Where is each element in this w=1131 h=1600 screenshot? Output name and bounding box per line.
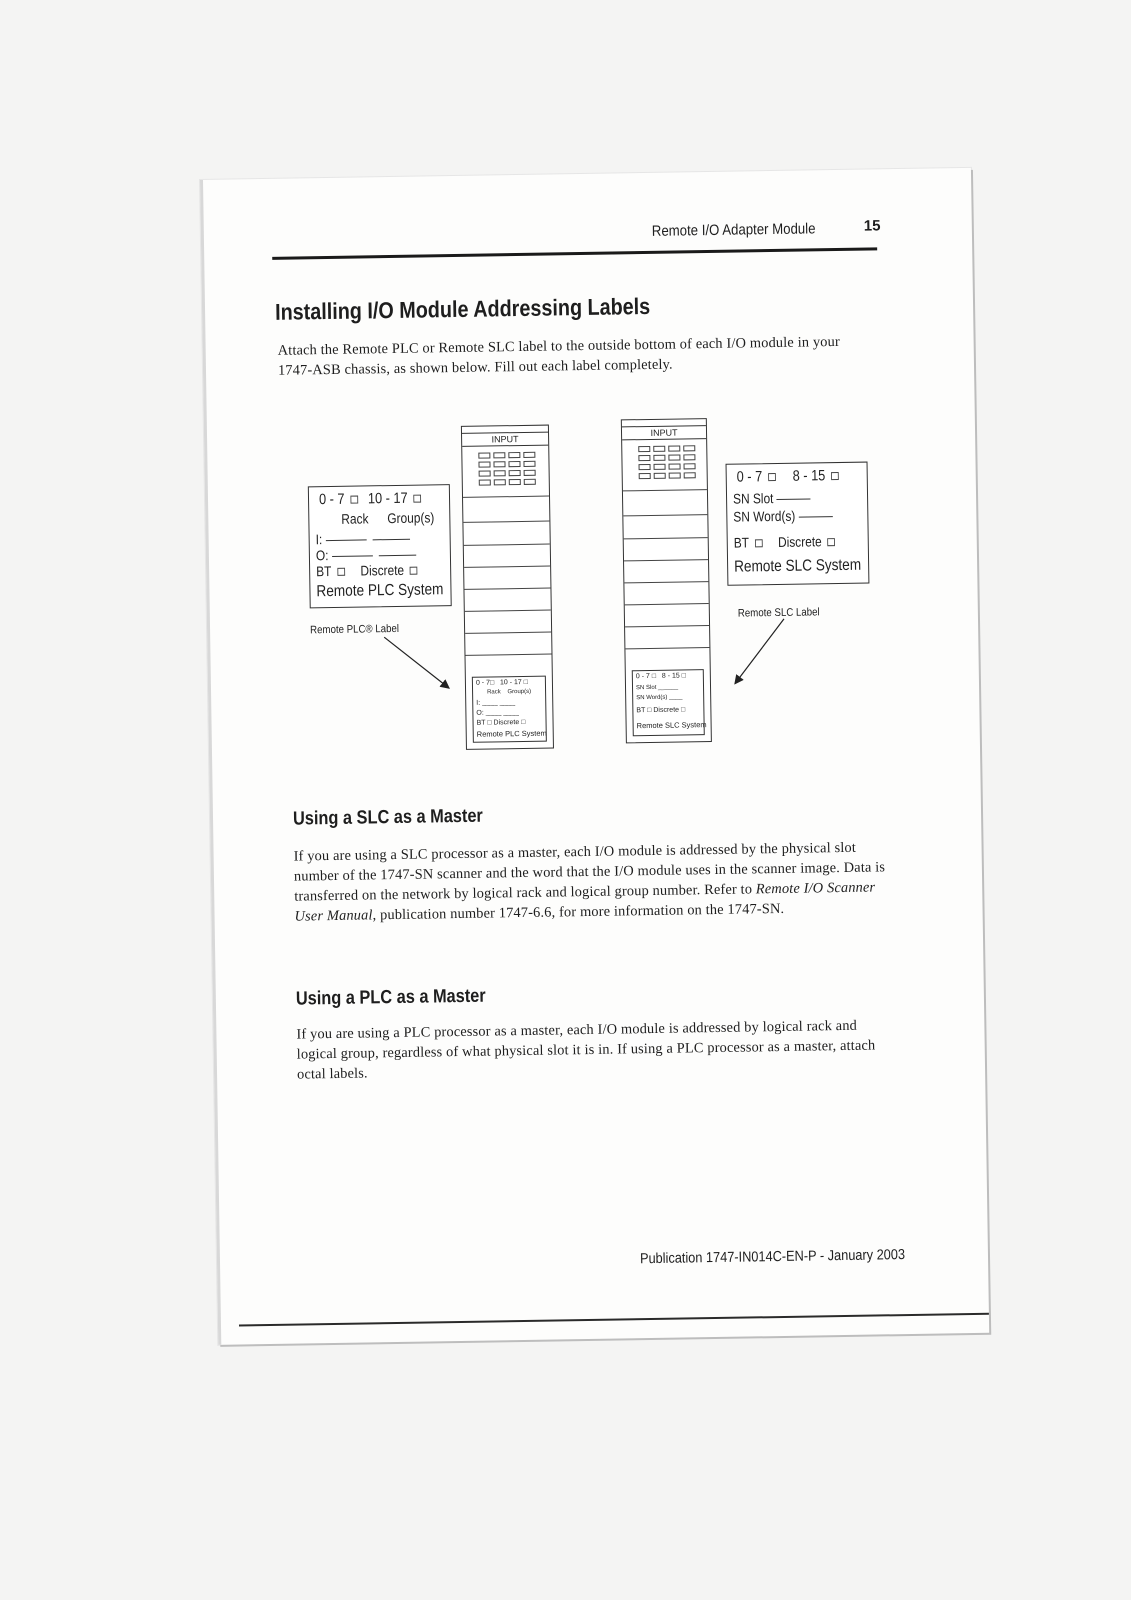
- plc-range-b: 10 - 17: [367, 489, 408, 508]
- slc-range-b: 8 - 15: [792, 467, 826, 485]
- plc-section-heading: Using a PLC as a Master: [295, 985, 486, 1010]
- mini-slc-sn-words: SN Word(s): [636, 694, 668, 702]
- slc-text-1: If you are using a SLC processor as a master, each I/O module is addressed by the physical slot number of the 1747-SN scanner and the word that the I/O module uses in the scanner image. Data is transferred on the network by logical rack and logical group number. Refer to: [293, 839, 886, 905]
- checkbox-icon: [755, 540, 763, 548]
- document-page: [200, 168, 989, 1345]
- mini-slc-range-b: 8 - 15: [661, 672, 680, 680]
- mini-slc-discrete: Discrete: [653, 706, 680, 714]
- plc-system: Remote PLC System: [316, 581, 444, 601]
- checkbox-icon: [831, 472, 839, 480]
- checkbox-icon: [828, 538, 836, 546]
- plc-input-prefix: I:: [315, 531, 323, 548]
- mini-plc-range-b: 10 - 17: [499, 679, 522, 687]
- plc-label-mini: 0 - 7□ 10 - 17 □ Rack Group(s) I: ____ ____ O: ____ ____ BT □ Discrete □ Remote PLC System: [472, 676, 547, 743]
- mini-plc-bt: BT: [476, 719, 486, 727]
- slc-label-caption: Remote SLC Label: [737, 606, 820, 620]
- slc-text-2: , publication number 1747-6.6, for more information on the 1747-SN.: [372, 900, 785, 924]
- plc-output-prefix: O:: [315, 547, 329, 564]
- input-header: INPUT: [462, 432, 548, 447]
- mini-plc-rack: Rack: [487, 689, 501, 696]
- slc-bt: BT: [733, 534, 749, 551]
- plc-range-a: 0 - 7: [318, 490, 345, 509]
- plc-rack: Rack: [341, 510, 369, 527]
- checkbox-icon: [768, 473, 776, 481]
- slc-sn-words: SN Word(s): [733, 507, 796, 525]
- running-header-title: Remote I/O Adapter Module: [651, 220, 816, 240]
- mini-plc-input: I:: [476, 699, 481, 707]
- input-header: INPUT: [622, 425, 706, 440]
- page-bottom-edge: [239, 1313, 989, 1327]
- slc-io-module: [621, 418, 712, 743]
- addressing-label-figure: [303, 419, 878, 768]
- publication-footer: Publication 1747-IN014C-EN-P - January 2003: [639, 1247, 906, 1268]
- header-rule: [272, 247, 877, 260]
- manual-title: Remote I/O Scanner User Manual: [294, 879, 876, 925]
- slc-callout-arrow: [734, 619, 785, 684]
- slc-range-a: 0 - 7: [736, 468, 763, 486]
- page-number: 15: [863, 217, 881, 235]
- page-heading: Installing I/O Module Addressing Labels: [274, 292, 651, 325]
- plc-bt: BT: [316, 562, 332, 580]
- mini-slc-bt: BT: [636, 707, 646, 715]
- slc-label-enlarged: [726, 462, 870, 586]
- plc-label-caption: Remote PLC® Label: [309, 622, 400, 637]
- slc-section-heading: Using a SLC as a Master: [292, 805, 483, 830]
- mini-plc-output: O:: [476, 709, 484, 717]
- slc-discrete: Discrete: [777, 533, 822, 550]
- mini-plc-discrete: Discrete: [493, 719, 520, 727]
- slc-sn-slot: SN Slot: [732, 490, 774, 507]
- led-grid: [478, 452, 536, 486]
- plc-callout-arrow: [384, 636, 449, 689]
- led-grid: [638, 445, 696, 479]
- mini-slc-range-a: 0 - 7: [635, 672, 650, 681]
- mini-plc-groups: Group(s): [507, 688, 532, 696]
- mini-plc-range-a: 0 - 7: [475, 679, 491, 687]
- plc-discrete: Discrete: [360, 561, 405, 579]
- plc-section-paragraph: If you are using a PLC processor as a master, each I/O module is addressed by logical rack and logical group, regardless of what physical slot it is in. If using a PLC processor as a master, attach octal labels.: [296, 1017, 876, 1083]
- plc-io-module: [461, 425, 554, 750]
- slc-system: Remote SLC System: [734, 556, 862, 576]
- slc-label-mini: 0 - 7 □ 8 - 15 □ SN Slot ______ SN Word(s) ____ BT □ Discrete □ Remote SLC System: [632, 669, 705, 736]
- slc-section-paragraph: [293, 837, 892, 926]
- mini-plc-system: Remote PLC System: [476, 728, 547, 739]
- mini-slc-system: Remote SLC System: [636, 720, 707, 731]
- plc-groups: Group(s): [387, 509, 435, 527]
- mini-slc-sn-slot: SN Slot: [635, 684, 657, 692]
- intro-paragraph: Attach the Remote PLC or Remote SLC label to the outside bottom of each I/O module in your 1747-ASB chassis, as shown below. Fill out each label completely.: [277, 333, 840, 379]
